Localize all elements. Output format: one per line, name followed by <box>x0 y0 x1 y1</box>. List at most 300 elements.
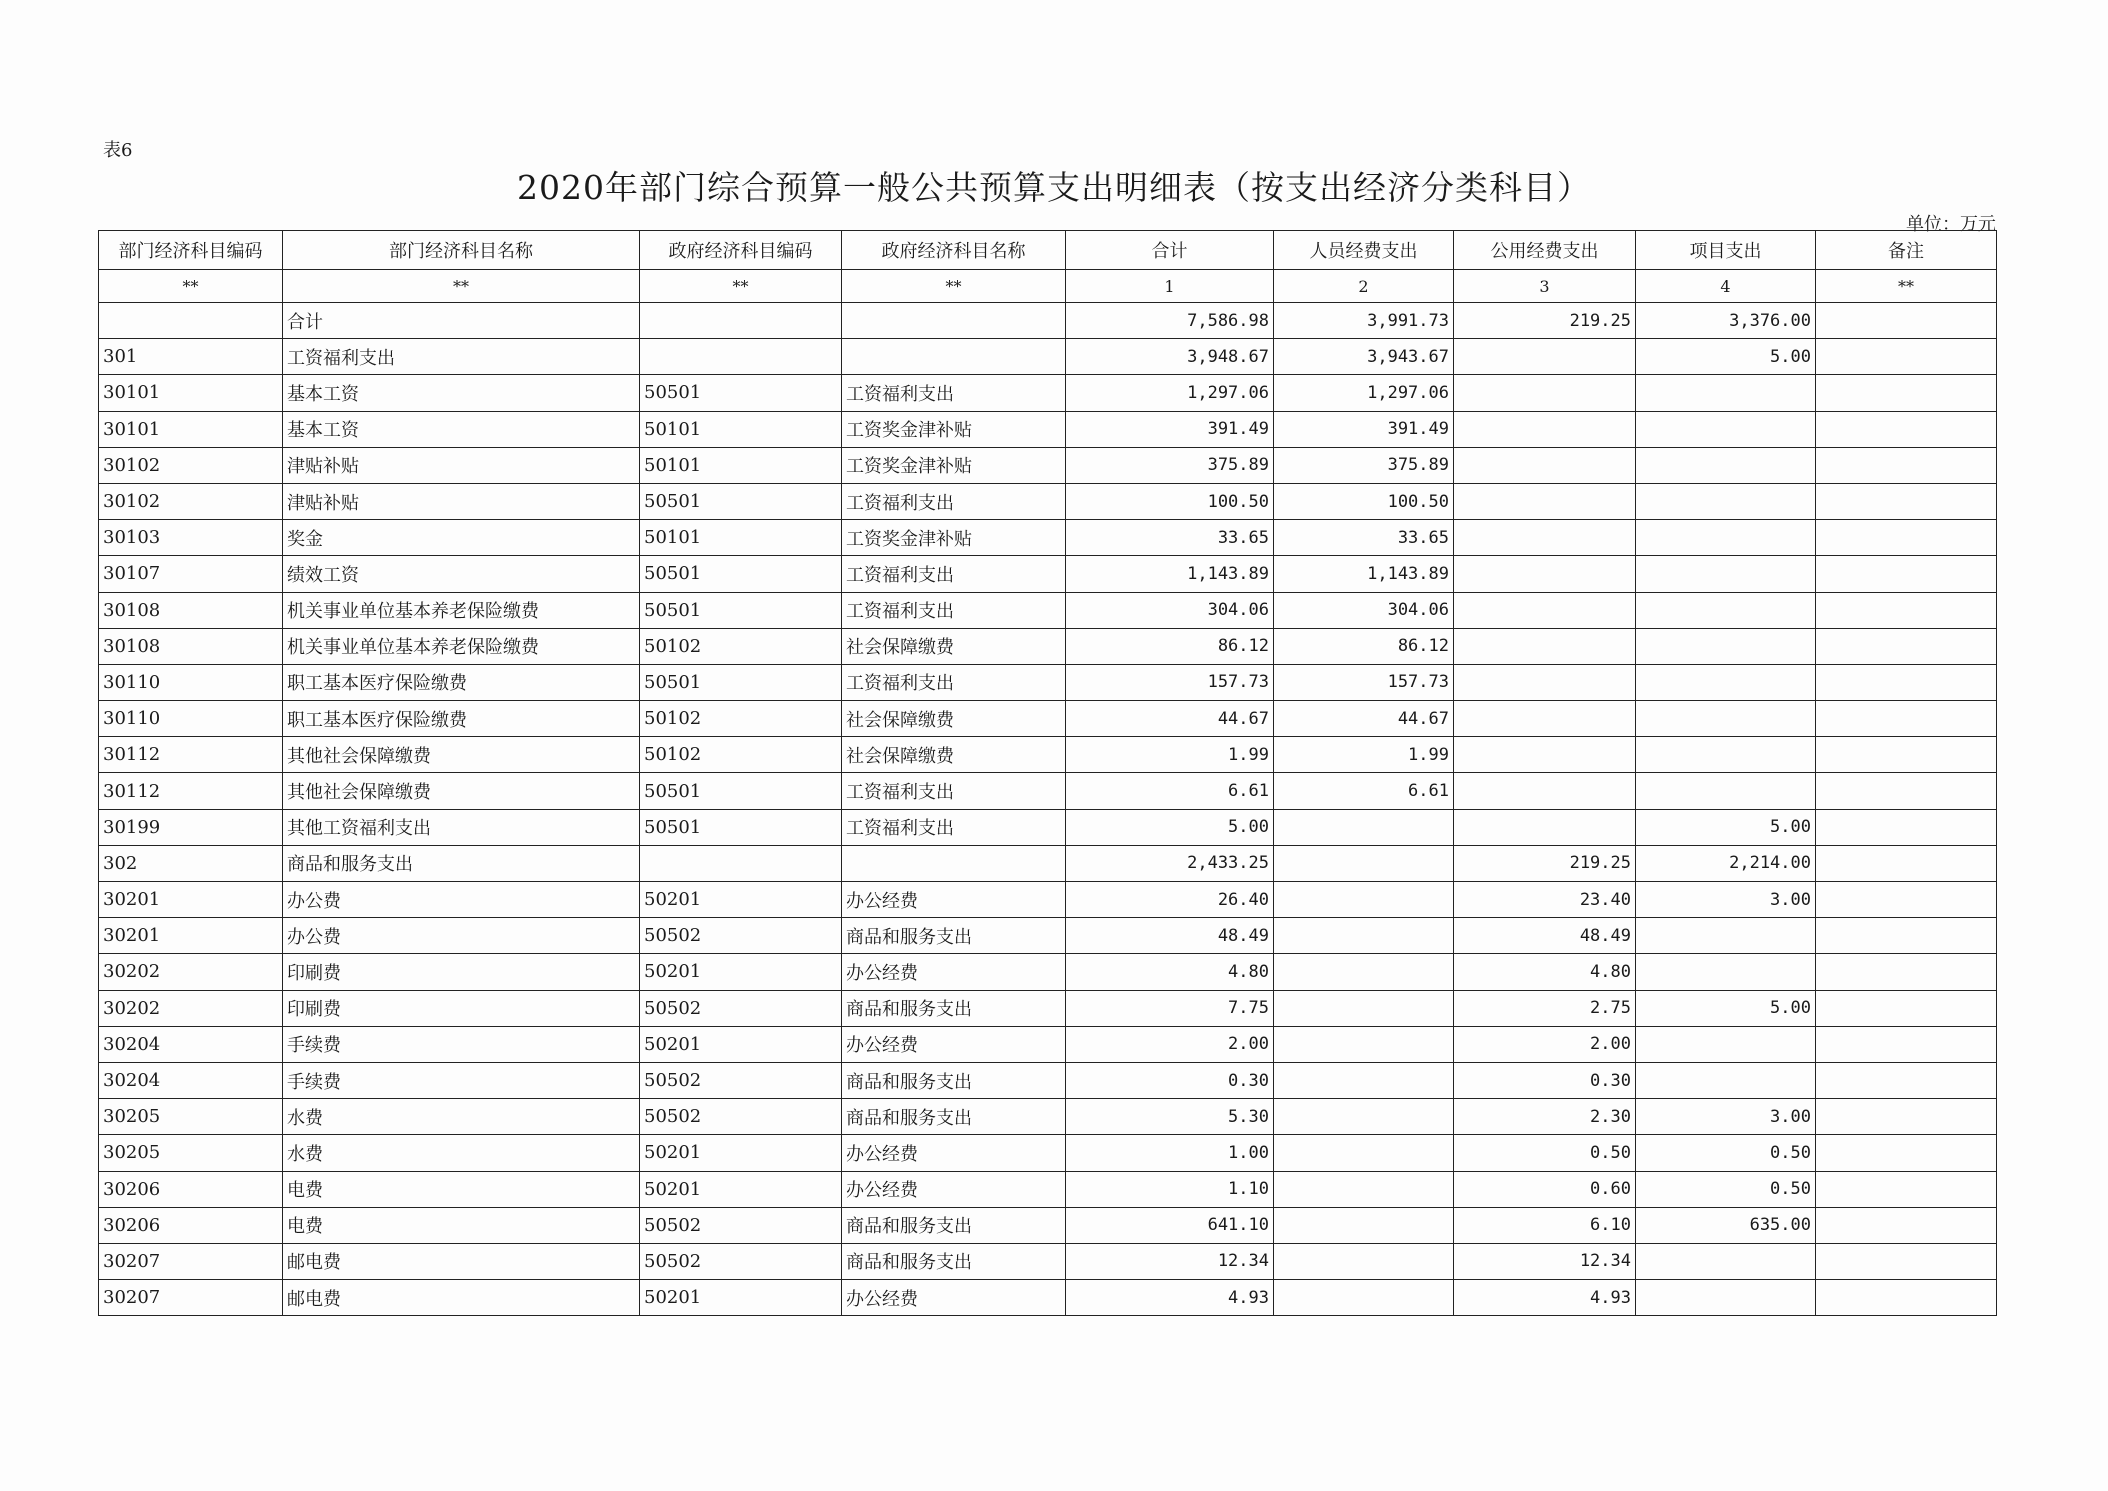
cell-dept-code: 30207 <box>99 1243 283 1279</box>
cell-gov-name: 工资福利支出 <box>842 592 1066 628</box>
cell-note <box>1816 882 1997 918</box>
subheader-row <box>99 270 1997 303</box>
cell-public <box>1454 664 1636 700</box>
cell-public <box>1454 592 1636 628</box>
cell-public <box>1454 483 1636 519</box>
page-title: 2020年部门综合预算一般公共预算支出明细表（按支出经济分类科目） <box>517 168 1591 207</box>
cell-gov-name: 商品和服务支出 <box>842 1099 1066 1135</box>
cell-personnel <box>1274 1207 1454 1243</box>
cell-dept-code: 30101 <box>99 375 283 411</box>
cell-personnel <box>1274 845 1454 881</box>
cell-total: 5.00 <box>1066 809 1274 845</box>
cell-public: 23.40 <box>1454 882 1636 918</box>
table-row <box>99 990 1997 1026</box>
cell-total: 0.30 <box>1066 1062 1274 1098</box>
cell-public <box>1454 773 1636 809</box>
table-row <box>99 1243 1997 1279</box>
cell-project: 5.00 <box>1636 339 1816 375</box>
cell-total: 4.93 <box>1066 1280 1274 1316</box>
cell-personnel: 3,991.73 <box>1274 303 1454 339</box>
cell-dept-code: 30204 <box>99 1026 283 1062</box>
cell-public: 2.75 <box>1454 990 1636 1026</box>
cell-gov-code: 50101 <box>640 447 842 483</box>
table-row <box>99 1135 1997 1171</box>
table-row <box>99 773 1997 809</box>
cell-note <box>1816 1026 1997 1062</box>
cell-public: 48.49 <box>1454 918 1636 954</box>
cell-dept-code: 30201 <box>99 918 283 954</box>
cell-dept-name: 水费 <box>283 1099 640 1135</box>
cell-public <box>1454 737 1636 773</box>
header-note: 备注 <box>1816 231 1997 270</box>
cell-gov-name: 工资福利支出 <box>842 483 1066 519</box>
cell-total: 304.06 <box>1066 592 1274 628</box>
cell-dept-code: 30207 <box>99 1280 283 1316</box>
cell-note <box>1816 809 1997 845</box>
cell-note <box>1816 375 1997 411</box>
cell-personnel <box>1274 809 1454 845</box>
cell-gov-code: 50501 <box>640 809 842 845</box>
cell-dept-name: 机关事业单位基本养老保险缴费 <box>283 628 640 664</box>
cell-dept-code: 30107 <box>99 556 283 592</box>
cell-gov-name <box>842 303 1066 339</box>
cell-note <box>1816 1171 1997 1207</box>
table-row <box>99 447 1997 483</box>
cell-gov-name: 办公经费 <box>842 1026 1066 1062</box>
cell-public <box>1454 375 1636 411</box>
cell-dept-code: 30110 <box>99 664 283 700</box>
cell-public: 0.60 <box>1454 1171 1636 1207</box>
cell-dept-code: 301 <box>99 339 283 375</box>
header-project: 项目支出 <box>1636 231 1816 270</box>
table-row <box>99 664 1997 700</box>
cell-project: 0.50 <box>1636 1135 1816 1171</box>
cell-dept-name: 邮电费 <box>283 1280 640 1316</box>
cell-personnel: 6.61 <box>1274 773 1454 809</box>
cell-public <box>1454 520 1636 556</box>
cell-dept-name: 机关事业单位基本养老保险缴费 <box>283 592 640 628</box>
table-row <box>99 483 1997 519</box>
cell-gov-code: 50101 <box>640 520 842 556</box>
subheader-cell: 1 <box>1066 270 1274 303</box>
table-row <box>99 882 1997 918</box>
cell-project <box>1636 483 1816 519</box>
cell-gov-code: 50502 <box>640 1243 842 1279</box>
cell-total: 1.10 <box>1066 1171 1274 1207</box>
header-dept-code: 部门经济科目编码 <box>99 231 283 270</box>
cell-dept-name: 其他社会保障缴费 <box>283 773 640 809</box>
cell-dept-name: 基本工资 <box>283 375 640 411</box>
cell-public <box>1454 556 1636 592</box>
cell-gov-code: 50501 <box>640 664 842 700</box>
cell-personnel: 391.49 <box>1274 411 1454 447</box>
table-row <box>99 1171 1997 1207</box>
cell-note <box>1816 954 1997 990</box>
subheader-cell: ** <box>283 270 640 303</box>
cell-total: 100.50 <box>1066 483 1274 519</box>
cell-note <box>1816 1062 1997 1098</box>
cell-public: 6.10 <box>1454 1207 1636 1243</box>
cell-public: 12.34 <box>1454 1243 1636 1279</box>
cell-total: 1.00 <box>1066 1135 1274 1171</box>
cell-note <box>1816 990 1997 1026</box>
cell-dept-name: 印刷费 <box>283 954 640 990</box>
cell-total: 391.49 <box>1066 411 1274 447</box>
cell-gov-code: 50502 <box>640 1099 842 1135</box>
cell-personnel: 33.65 <box>1274 520 1454 556</box>
cell-gov-code: 50502 <box>640 1207 842 1243</box>
cell-personnel: 1,143.89 <box>1274 556 1454 592</box>
cell-personnel <box>1274 882 1454 918</box>
cell-dept-code: 30102 <box>99 483 283 519</box>
cell-gov-code: 50502 <box>640 990 842 1026</box>
table-row <box>99 1207 1997 1243</box>
cell-personnel <box>1274 1026 1454 1062</box>
cell-note <box>1816 411 1997 447</box>
cell-gov-name: 办公经费 <box>842 1280 1066 1316</box>
cell-gov-name: 工资福利支出 <box>842 375 1066 411</box>
cell-gov-name: 办公经费 <box>842 1171 1066 1207</box>
cell-dept-name: 合计 <box>283 303 640 339</box>
table-row <box>99 375 1997 411</box>
cell-dept-name: 电费 <box>283 1171 640 1207</box>
cell-gov-code <box>640 303 842 339</box>
cell-gov-code: 50201 <box>640 1171 842 1207</box>
cell-total: 6.61 <box>1066 773 1274 809</box>
cell-public <box>1454 411 1636 447</box>
cell-dept-code: 30202 <box>99 954 283 990</box>
cell-personnel: 304.06 <box>1274 592 1454 628</box>
subheader-cell: 4 <box>1636 270 1816 303</box>
cell-gov-code: 50102 <box>640 737 842 773</box>
cell-personnel <box>1274 1171 1454 1207</box>
cell-gov-code: 50501 <box>640 773 842 809</box>
cell-project <box>1636 954 1816 990</box>
cell-gov-name: 商品和服务支出 <box>842 1243 1066 1279</box>
cell-dept-code: 30112 <box>99 737 283 773</box>
cell-public: 219.25 <box>1454 845 1636 881</box>
unit-label: 单位：万元 <box>1906 214 1996 235</box>
cell-gov-name: 工资福利支出 <box>842 773 1066 809</box>
cell-total: 157.73 <box>1066 664 1274 700</box>
cell-dept-code: 30202 <box>99 990 283 1026</box>
cell-project: 2,214.00 <box>1636 845 1816 881</box>
cell-public: 0.50 <box>1454 1135 1636 1171</box>
cell-note <box>1816 1243 1997 1279</box>
cell-gov-name: 办公经费 <box>842 1135 1066 1171</box>
cell-dept-code <box>99 303 283 339</box>
cell-note <box>1816 773 1997 809</box>
cell-project: 5.00 <box>1636 809 1816 845</box>
cell-project <box>1636 1243 1816 1279</box>
cell-total: 7.75 <box>1066 990 1274 1026</box>
cell-note <box>1816 1207 1997 1243</box>
cell-personnel <box>1274 954 1454 990</box>
cell-note <box>1816 701 1997 737</box>
cell-note <box>1816 628 1997 664</box>
cell-personnel: 3,943.67 <box>1274 339 1454 375</box>
cell-gov-name: 社会保障缴费 <box>842 737 1066 773</box>
cell-project <box>1636 556 1816 592</box>
cell-personnel: 44.67 <box>1274 701 1454 737</box>
cell-total: 5.30 <box>1066 1099 1274 1135</box>
cell-personnel <box>1274 918 1454 954</box>
cell-dept-name: 办公费 <box>283 882 640 918</box>
table-row <box>99 1099 1997 1135</box>
header-gov-name: 政府经济科目名称 <box>842 231 1066 270</box>
cell-gov-code: 50501 <box>640 556 842 592</box>
cell-personnel <box>1274 1099 1454 1135</box>
budget-table <box>98 230 1997 1316</box>
cell-total: 2,433.25 <box>1066 845 1274 881</box>
cell-public: 2.30 <box>1454 1099 1636 1135</box>
cell-project <box>1636 1280 1816 1316</box>
cell-note <box>1816 737 1997 773</box>
cell-public: 4.80 <box>1454 954 1636 990</box>
cell-project <box>1636 1026 1816 1062</box>
cell-note <box>1816 1280 1997 1316</box>
cell-dept-code: 30108 <box>99 592 283 628</box>
table-number: 表6 <box>103 140 133 161</box>
cell-project <box>1636 737 1816 773</box>
cell-gov-code: 50502 <box>640 1062 842 1098</box>
header-dept-name: 部门经济科目名称 <box>283 231 640 270</box>
header-personnel: 人员经费支出 <box>1274 231 1454 270</box>
cell-personnel: 86.12 <box>1274 628 1454 664</box>
cell-project: 3.00 <box>1636 1099 1816 1135</box>
cell-gov-code: 50201 <box>640 882 842 918</box>
cell-gov-code <box>640 845 842 881</box>
cell-dept-name: 奖金 <box>283 520 640 556</box>
cell-project <box>1636 773 1816 809</box>
cell-dept-name: 其他工资福利支出 <box>283 809 640 845</box>
table-row <box>99 1280 1997 1316</box>
cell-public <box>1454 701 1636 737</box>
subheader-cell: ** <box>640 270 842 303</box>
cell-gov-name: 工资福利支出 <box>842 664 1066 700</box>
cell-gov-code: 50101 <box>640 411 842 447</box>
table-row <box>99 1026 1997 1062</box>
table-row <box>99 339 1997 375</box>
cell-personnel <box>1274 1243 1454 1279</box>
cell-dept-name: 其他社会保障缴费 <box>283 737 640 773</box>
table-row <box>99 303 1997 339</box>
cell-gov-code: 50201 <box>640 1280 842 1316</box>
cell-dept-name: 水费 <box>283 1135 640 1171</box>
cell-dept-name: 邮电费 <box>283 1243 640 1279</box>
table-row <box>99 701 1997 737</box>
cell-dept-name: 基本工资 <box>283 411 640 447</box>
cell-personnel: 1.99 <box>1274 737 1454 773</box>
header-public: 公用经费支出 <box>1454 231 1636 270</box>
cell-dept-code: 30102 <box>99 447 283 483</box>
cell-total: 44.67 <box>1066 701 1274 737</box>
table-body <box>99 303 1997 1316</box>
cell-dept-code: 30199 <box>99 809 283 845</box>
cell-gov-name: 工资奖金津补贴 <box>842 447 1066 483</box>
cell-project <box>1636 664 1816 700</box>
table-row <box>99 845 1997 881</box>
cell-project <box>1636 918 1816 954</box>
cell-public: 2.00 <box>1454 1026 1636 1062</box>
table-row <box>99 737 1997 773</box>
subheader-cell: 3 <box>1454 270 1636 303</box>
subheader-cell: ** <box>99 270 283 303</box>
cell-gov-code <box>640 339 842 375</box>
header-total: 合计 <box>1066 231 1274 270</box>
cell-gov-name <box>842 339 1066 375</box>
cell-gov-code: 50102 <box>640 701 842 737</box>
cell-total: 3,948.67 <box>1066 339 1274 375</box>
cell-gov-code: 50201 <box>640 1026 842 1062</box>
cell-dept-name: 职工基本医疗保险缴费 <box>283 701 640 737</box>
cell-dept-name: 办公费 <box>283 918 640 954</box>
cell-gov-name <box>842 845 1066 881</box>
cell-dept-code: 30112 <box>99 773 283 809</box>
cell-gov-name: 商品和服务支出 <box>842 1062 1066 1098</box>
cell-personnel <box>1274 1062 1454 1098</box>
cell-dept-name: 手续费 <box>283 1026 640 1062</box>
cell-total: 86.12 <box>1066 628 1274 664</box>
cell-gov-name: 商品和服务支出 <box>842 1207 1066 1243</box>
table-row <box>99 556 1997 592</box>
cell-project <box>1636 520 1816 556</box>
cell-project: 3,376.00 <box>1636 303 1816 339</box>
cell-note <box>1816 339 1997 375</box>
table-row <box>99 918 1997 954</box>
cell-gov-code: 50201 <box>640 1135 842 1171</box>
table-row <box>99 628 1997 664</box>
cell-total: 641.10 <box>1066 1207 1274 1243</box>
cell-public: 4.93 <box>1454 1280 1636 1316</box>
table-row <box>99 1062 1997 1098</box>
cell-gov-name: 商品和服务支出 <box>842 990 1066 1026</box>
cell-project: 5.00 <box>1636 990 1816 1026</box>
cell-note <box>1816 520 1997 556</box>
cell-dept-code: 30108 <box>99 628 283 664</box>
cell-project <box>1636 375 1816 411</box>
cell-gov-name: 社会保障缴费 <box>842 701 1066 737</box>
cell-personnel <box>1274 1135 1454 1171</box>
cell-dept-name: 职工基本医疗保险缴费 <box>283 664 640 700</box>
cell-dept-name: 绩效工资 <box>283 556 640 592</box>
cell-personnel: 157.73 <box>1274 664 1454 700</box>
cell-gov-name: 办公经费 <box>842 882 1066 918</box>
cell-gov-name: 工资奖金津补贴 <box>842 411 1066 447</box>
cell-personnel <box>1274 990 1454 1026</box>
cell-dept-code: 30110 <box>99 701 283 737</box>
cell-note <box>1816 556 1997 592</box>
table-row <box>99 954 1997 990</box>
cell-note <box>1816 1135 1997 1171</box>
cell-total: 1,143.89 <box>1066 556 1274 592</box>
cell-gov-name: 社会保障缴费 <box>842 628 1066 664</box>
cell-dept-name: 商品和服务支出 <box>283 845 640 881</box>
cell-gov-code: 50502 <box>640 918 842 954</box>
table-row <box>99 520 1997 556</box>
cell-project <box>1636 447 1816 483</box>
cell-total: 4.80 <box>1066 954 1274 990</box>
subheader-cell: ** <box>1816 270 1997 303</box>
cell-total: 1,297.06 <box>1066 375 1274 411</box>
cell-personnel: 1,297.06 <box>1274 375 1454 411</box>
header-row <box>99 231 1997 270</box>
cell-project <box>1636 701 1816 737</box>
cell-note <box>1816 918 1997 954</box>
cell-gov-code: 50501 <box>640 592 842 628</box>
cell-gov-name: 商品和服务支出 <box>842 918 1066 954</box>
cell-dept-code: 30205 <box>99 1099 283 1135</box>
cell-dept-name: 印刷费 <box>283 990 640 1026</box>
cell-gov-name: 工资福利支出 <box>842 556 1066 592</box>
subheader-cell: 2 <box>1274 270 1454 303</box>
cell-note <box>1816 664 1997 700</box>
cell-dept-code: 30205 <box>99 1135 283 1171</box>
cell-public <box>1454 447 1636 483</box>
cell-note <box>1816 447 1997 483</box>
cell-total: 7,586.98 <box>1066 303 1274 339</box>
header-gov-code: 政府经济科目编码 <box>640 231 842 270</box>
cell-dept-code: 30204 <box>99 1062 283 1098</box>
cell-personnel: 100.50 <box>1274 483 1454 519</box>
cell-dept-code: 30206 <box>99 1207 283 1243</box>
table-row <box>99 809 1997 845</box>
cell-public: 0.30 <box>1454 1062 1636 1098</box>
cell-dept-code: 30101 <box>99 411 283 447</box>
cell-dept-code: 302 <box>99 845 283 881</box>
cell-project: 635.00 <box>1636 1207 1816 1243</box>
cell-gov-name: 工资福利支出 <box>842 809 1066 845</box>
cell-public <box>1454 339 1636 375</box>
cell-personnel: 375.89 <box>1274 447 1454 483</box>
cell-project: 0.50 <box>1636 1171 1816 1207</box>
cell-public <box>1454 628 1636 664</box>
cell-total: 375.89 <box>1066 447 1274 483</box>
cell-note <box>1816 592 1997 628</box>
cell-project: 3.00 <box>1636 882 1816 918</box>
cell-total: 26.40 <box>1066 882 1274 918</box>
table-row <box>99 411 1997 447</box>
cell-dept-name: 津贴补贴 <box>283 447 640 483</box>
cell-gov-code: 50501 <box>640 375 842 411</box>
cell-project <box>1636 592 1816 628</box>
cell-project <box>1636 1062 1816 1098</box>
cell-personnel <box>1274 1280 1454 1316</box>
cell-project <box>1636 628 1816 664</box>
cell-total: 33.65 <box>1066 520 1274 556</box>
cell-gov-code: 50201 <box>640 954 842 990</box>
cell-gov-code: 50102 <box>640 628 842 664</box>
cell-dept-code: 30201 <box>99 882 283 918</box>
cell-gov-name: 办公经费 <box>842 954 1066 990</box>
cell-public <box>1454 809 1636 845</box>
cell-note <box>1816 845 1997 881</box>
cell-public: 219.25 <box>1454 303 1636 339</box>
cell-note <box>1816 483 1997 519</box>
cell-total: 48.49 <box>1066 918 1274 954</box>
cell-dept-name: 手续费 <box>283 1062 640 1098</box>
table-row <box>99 592 1997 628</box>
cell-note <box>1816 1099 1997 1135</box>
cell-gov-code: 50501 <box>640 483 842 519</box>
cell-dept-code: 30206 <box>99 1171 283 1207</box>
cell-note <box>1816 303 1997 339</box>
cell-dept-name: 津贴补贴 <box>283 483 640 519</box>
cell-total: 12.34 <box>1066 1243 1274 1279</box>
cell-dept-name: 工资福利支出 <box>283 339 640 375</box>
cell-dept-code: 30103 <box>99 520 283 556</box>
cell-total: 2.00 <box>1066 1026 1274 1062</box>
